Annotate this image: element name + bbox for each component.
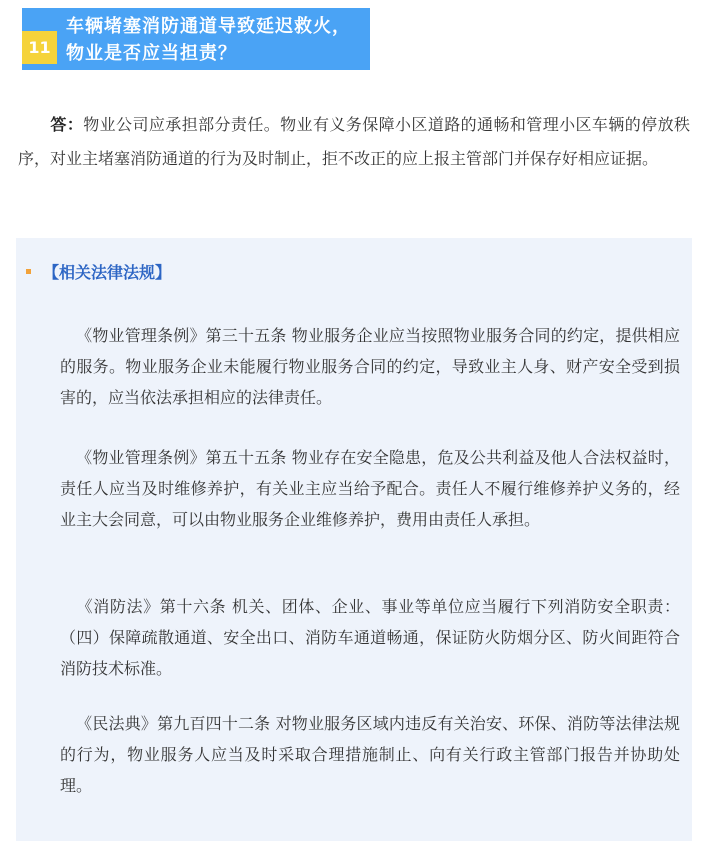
question-title: 车辆堵塞消防通道导致延迟救火，物业是否应当担责？ (66, 16, 351, 64)
law-text: 《物业管理条例》第三十五条 物业服务企业应当按照物业服务合同的约定，提供相应的服务。物业服务企业未能履行物业服务合同的约定，导致业主人身、财产安全受到损害的，应当依法承担相应的法律责任。 (60, 326, 680, 407)
law-text: 《民法典》第九百四十二条 对物业服务区域内违反有关治安、环保、消防等法律法规的行为，物业服务人应当及时采取合理措施制止、向有关行政主管部门报告并协助处理。 (60, 714, 680, 795)
bullet-icon (26, 269, 31, 274)
answer-label: 答： (50, 115, 84, 134)
law-item (60, 442, 680, 535)
laws-heading: 【相关法律法规】 (43, 263, 172, 282)
question-banner (22, 8, 370, 70)
law-item (60, 708, 680, 801)
laws-header (26, 260, 171, 283)
law-text: 《消防法》第十六条 机关、团体、企业、事业等单位应当履行下列消防安全职责：（四）保障疏散通道、安全出口、消防车通道畅通，保证防火防烟分区、防火间距符合消防技术标准。 (60, 597, 680, 678)
law-text: 《物业管理条例》第五十五条 物业存在安全隐患，危及公共利益及他人合法权益时，责任人应当及时维修养护，有关业主应当给予配合。责任人不履行维修养护义务的，经业主大会同意，可以由物业服务企业维修养护，费用由责任人承担。 (60, 448, 680, 529)
answer-text: 物业公司应承担部分责任。物业有义务保障小区道路的通畅和管理小区车辆的停放秩序，对业主堵塞消防通道的行为及时制止，拒不改正的应上报主管部门并保存好相应证据。 (18, 115, 690, 168)
related-laws-panel (16, 238, 692, 841)
law-item (60, 320, 680, 413)
answer-paragraph (18, 108, 690, 176)
law-item (60, 591, 680, 684)
question-number-badge: 11 (22, 31, 57, 64)
